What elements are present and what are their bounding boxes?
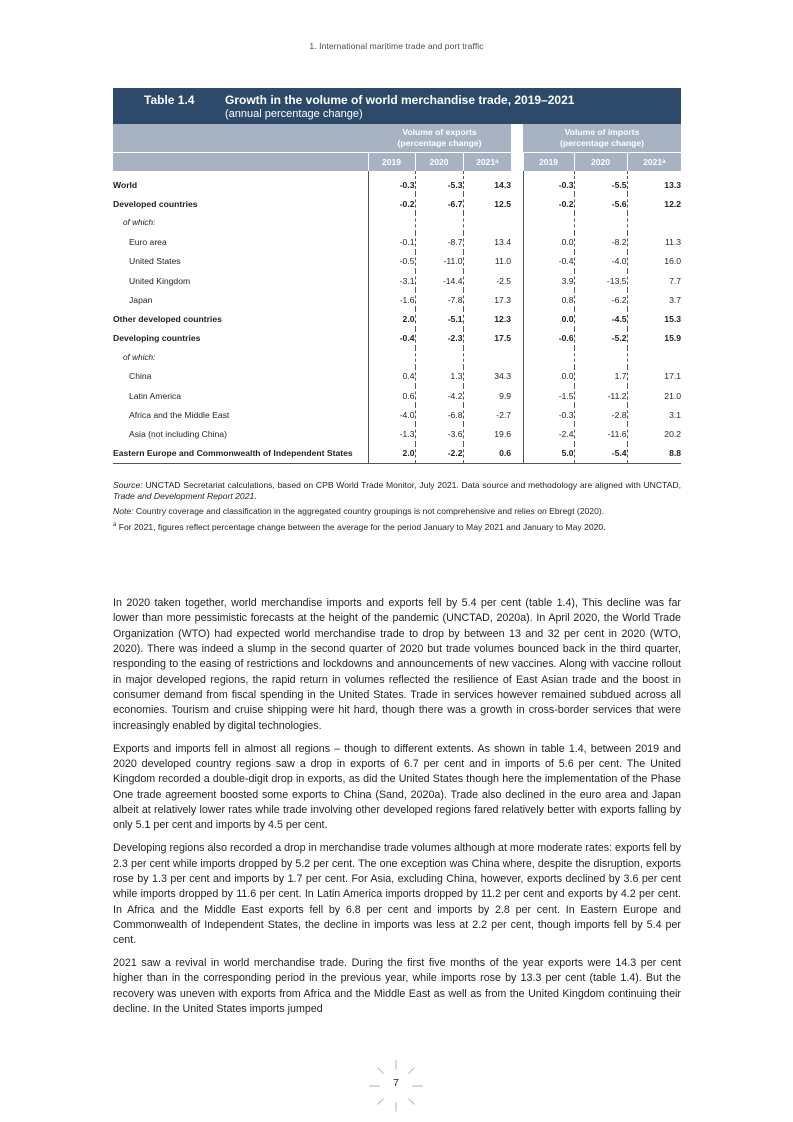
year-header-row	[113, 153, 681, 172]
cell: -4.0	[368, 405, 415, 424]
cell	[523, 213, 574, 232]
table-row	[113, 424, 681, 443]
cell: 11.0	[463, 252, 511, 271]
group-gap	[511, 124, 523, 153]
cell: -5.3	[415, 171, 463, 194]
table-row	[113, 367, 681, 386]
cell: -1.6	[368, 290, 415, 309]
cell-gap	[511, 271, 523, 290]
cell-gap	[511, 309, 523, 328]
cell-gap	[511, 252, 523, 271]
paragraph: Developing regions also recorded a drop in merchandise trade volumes although at more moderate rates: exports fell by 2.3 per cent while imports dropped by 5.2 per cent. The one exception was China where, despite the disruption, exports rose by 1.3 per cent and imports by 1.7 per cent. For Asia, excluding China, however, exports declined by 3.6 per cent while imports dropped by 11.6 per cent. In Latin America imports dropped by 11.2 per cent and exports by 4.2 per cent. In Africa and the Middle East exports fell by 6.8 per cent and imports by 2.8 per cent. In Eastern Europe and Commonwealth of Independent States, the decline in imports was less at 2.2 per cent, though imports fell by 5.4 per cent.	[113, 842, 681, 947]
table-row	[113, 213, 681, 232]
table-row	[113, 386, 681, 405]
running-head: 1. International maritime trade and port traffic	[309, 41, 484, 51]
cell: -6.8	[415, 405, 463, 424]
cell: 7.7	[627, 271, 681, 290]
cell: 5.0	[523, 444, 574, 464]
cell: -0.3	[523, 405, 574, 424]
cell: -7.8	[415, 290, 463, 309]
cell	[415, 348, 463, 367]
table-row	[113, 252, 681, 271]
cell: 20.2	[627, 424, 681, 443]
cell: 3.7	[627, 290, 681, 309]
cell-gap	[511, 213, 523, 232]
cell: -2.7	[463, 405, 511, 424]
cell: -0.2	[523, 194, 574, 213]
row-label: Africa and the Middle East	[129, 409, 230, 420]
cell: -5.6	[574, 194, 627, 213]
imports-year-header: 2019	[523, 153, 574, 172]
cell: 0.0	[523, 309, 574, 328]
cell: 15.3	[627, 309, 681, 328]
cell: 34.3	[463, 367, 511, 386]
footnote-text: For 2021, figures reflect percentage change between the average for the period January to May 2021 and January to May 2020.	[116, 522, 606, 533]
row-label: Latin America	[129, 390, 182, 401]
source-end: .	[254, 491, 257, 502]
table-row	[113, 444, 681, 464]
footnote	[113, 520, 681, 533]
exports-year-header: 2019	[368, 153, 415, 172]
page-number-badge	[367, 1058, 425, 1114]
row-label: Developed countries	[113, 198, 198, 209]
table-subtitle: (annual percentage change)	[225, 108, 363, 120]
table-notes	[113, 480, 681, 536]
exports-year-header: 2021ᵃ	[463, 153, 511, 172]
cell: 9.9	[463, 386, 511, 405]
cell-gap	[511, 194, 523, 213]
cell	[627, 348, 681, 367]
cell: -1.5	[523, 386, 574, 405]
cell-gap	[511, 424, 523, 443]
cell: -0.2	[368, 194, 415, 213]
cell: -3.6	[415, 424, 463, 443]
row-label: of which:	[123, 218, 156, 228]
cell: 8.8	[627, 444, 681, 464]
data-table	[113, 124, 681, 464]
cell	[574, 348, 627, 367]
cell	[574, 213, 627, 232]
cell: -2.5	[463, 271, 511, 290]
row-label: Euro area	[129, 237, 167, 248]
cell-gap	[511, 444, 523, 464]
table-row	[113, 348, 681, 367]
row-label: United States	[129, 256, 181, 267]
row-label: of which:	[123, 352, 156, 362]
cell: -0.4	[523, 252, 574, 271]
cell: 0.8	[523, 290, 574, 309]
row-label-header	[113, 124, 368, 153]
cell: -8.2	[574, 233, 627, 252]
group-header-row	[113, 124, 681, 153]
body-text	[113, 596, 681, 1025]
cell	[415, 213, 463, 232]
table-title: Growth in the volume of world merchandise trade, 2019–2021	[225, 93, 575, 107]
table-row	[113, 309, 681, 328]
cell: -11.6	[574, 424, 627, 443]
cell: 2.0	[368, 444, 415, 464]
row-label: Developing countries	[113, 333, 201, 344]
imports-year-header: 2021ᵃ	[627, 153, 681, 172]
cell: -0.3	[368, 171, 415, 194]
table-1-4	[113, 88, 681, 464]
footnote-mark: a	[113, 522, 117, 529]
table-row	[113, 405, 681, 424]
cell: -6.2	[574, 290, 627, 309]
cell: 19.6	[463, 424, 511, 443]
cell: 17.3	[463, 290, 511, 309]
cell: -2.4	[523, 424, 574, 443]
cell: 16.0	[627, 252, 681, 271]
cell	[463, 213, 511, 232]
cell: -13.5	[574, 271, 627, 290]
row-label-header-lower	[113, 153, 368, 172]
cell-gap	[511, 386, 523, 405]
source-text: UNCTAD Secretariat calculations, based on CPB World Trade Monitor, July 2021. Data source and methodology are aligned with UNCTAD,	[142, 480, 681, 490]
cell-gap	[511, 171, 523, 194]
cell: 12.5	[463, 194, 511, 213]
cell-gap	[511, 348, 523, 367]
exports-year-header: 2020	[415, 153, 463, 172]
exports-group-subtitle: (percentage change)	[397, 138, 482, 148]
cell: 15.9	[627, 329, 681, 348]
cell: -0.1	[368, 233, 415, 252]
cell: 2.0	[368, 309, 415, 328]
cell: 1.3	[415, 367, 463, 386]
cell: -0.4	[368, 329, 415, 348]
row-label: Other developed countries	[113, 313, 222, 324]
row-label: Asia (not including China)	[129, 429, 227, 440]
cell-gap	[511, 405, 523, 424]
paragraph: In 2020 taken together, world merchandise imports and exports fell by 5.4 per cent (table 1.4), This decline was far lower than more pessimistic forecasts at the height of the pandemic (UNCTAD, 2020a). In April 2020, the World Trade Organization (WTO) had expected world merchandise trade to drop by between 13 and 32 per cent in 2020 (WTO, 2020). There was indeed a slump in the second quarter of 2020 but trade volumes bounced back in the third quarter, responding to the easing of restrictions and lockdowns and announcements of new vaccines. Along with vaccine rollout in major developed regions, the rapid return in volumes reflected the resilience of East Asian trade and the boost in consumer demand from fiscal spending in the United States. Trade in services however remained subdued across all economies. Tourism and cruise shipping were hit hard, though there was a growth in cross-border services that were increasingly enabled by digital technologies.	[113, 597, 681, 732]
table-row	[113, 329, 681, 348]
table-row	[113, 194, 681, 213]
cell-gap	[511, 367, 523, 386]
source-italic: Trade and Development Report 2021	[113, 491, 255, 502]
cell: 17.5	[463, 329, 511, 348]
table-number: Table 1.4	[144, 93, 195, 107]
cell: -11.2	[574, 386, 627, 405]
group-gap	[511, 153, 523, 172]
table-row	[113, 171, 681, 194]
cell-gap	[511, 233, 523, 252]
cell: 12.2	[627, 194, 681, 213]
cell: -6.7	[415, 194, 463, 213]
cell	[368, 213, 415, 232]
table-row	[113, 233, 681, 252]
cell: -2.2	[415, 444, 463, 464]
table-row	[113, 290, 681, 309]
page-number: 7	[393, 1077, 399, 1089]
cell: -5.1	[415, 309, 463, 328]
cell: 0.0	[523, 367, 574, 386]
cell: -5.4	[574, 444, 627, 464]
cell: 3.1	[627, 405, 681, 424]
table-row	[113, 271, 681, 290]
paragraph: 2021 saw a revival in world merchandise trade. During the first five months of the year exports were 14.3 per cent higher than in the corresponding period in the previous year, while imports rose by 13.3 per cent (table 1.4). But the recovery was uneven with exports from Africa and the Middle East as well as from the United Kingdom continuing their decline. In the United States imports jumped	[113, 957, 681, 1016]
cell: -3.1	[368, 271, 415, 290]
table-title-bar	[113, 88, 681, 124]
cell	[523, 348, 574, 367]
row-label: China	[129, 371, 152, 382]
cell: 14.3	[463, 171, 511, 194]
cell: -0.5	[368, 252, 415, 271]
cell: 0.0	[523, 233, 574, 252]
imports-group-header	[523, 124, 681, 153]
cell: -0.3	[523, 171, 574, 194]
cell: -8.7	[415, 233, 463, 252]
row-label: World	[113, 179, 138, 190]
note-text: Country coverage and classification in the aggregated country groupings is not comprehensive and relies on Ebregt (2020).	[133, 505, 605, 516]
row-label: Japan	[129, 294, 153, 305]
cell	[368, 348, 415, 367]
cell	[463, 348, 511, 367]
imports-group-subtitle: (percentage change)	[559, 138, 645, 148]
cell: 0.6	[368, 386, 415, 405]
cell: -11.0	[415, 252, 463, 271]
cell: 3.9	[523, 271, 574, 290]
cell: 12.3	[463, 309, 511, 328]
cell: -2.8	[574, 405, 627, 424]
source-label: Source:	[113, 480, 143, 490]
coverage-note	[113, 506, 681, 517]
cell: -2.3	[415, 329, 463, 348]
cell: 17.1	[627, 367, 681, 386]
cell: -4.0	[574, 252, 627, 271]
cell: -5.2	[574, 329, 627, 348]
imports-group-title: Volume of imports	[564, 127, 640, 137]
exports-group-title: Volume of exports	[402, 127, 477, 137]
cell: -4.5	[574, 309, 627, 328]
exports-group-header	[368, 124, 511, 153]
cell: 0.6	[463, 444, 511, 464]
cell: 13.3	[627, 171, 681, 194]
cell: -4.2	[415, 386, 463, 405]
cell-gap	[511, 290, 523, 309]
cell: -5.5	[574, 171, 627, 194]
imports-year-header: 2020	[574, 153, 627, 172]
note-label: Note:	[113, 505, 134, 516]
cell: 21.0	[627, 386, 681, 405]
source-note	[113, 480, 681, 503]
row-label: Eastern Europe and Commonwealth of Independent States	[113, 444, 368, 464]
cell: -14.4	[415, 271, 463, 290]
cell	[627, 213, 681, 232]
row-label: United Kingdom	[129, 275, 191, 286]
cell-gap	[511, 329, 523, 348]
cell: 11.3	[627, 233, 681, 252]
cell: 0.4	[368, 367, 415, 386]
cell: 13.4	[463, 233, 511, 252]
cell: 1.7	[574, 367, 627, 386]
cell: -0.6	[523, 329, 574, 348]
cell: -1.3	[368, 424, 415, 443]
paragraph: Exports and imports fell in almost all regions – though to different extents. As shown in table 1.4, between 2019 and 2020 developed country regions saw a drop in exports of 6.7 per cent and in imports of 5.6 per cent. The United Kingdom recorded a double-digit drop in exports, as did the United States though here the implementation of the Phase One trade agreement boosted some exports to China (Sand, 2020a). Trade also declined in the euro area and Japan albeit at relatively lower rates while trade involving other developed regions fared relatively better with exports falling by only 5.1 per cent and imports by 4.5 per cent.	[113, 742, 681, 832]
